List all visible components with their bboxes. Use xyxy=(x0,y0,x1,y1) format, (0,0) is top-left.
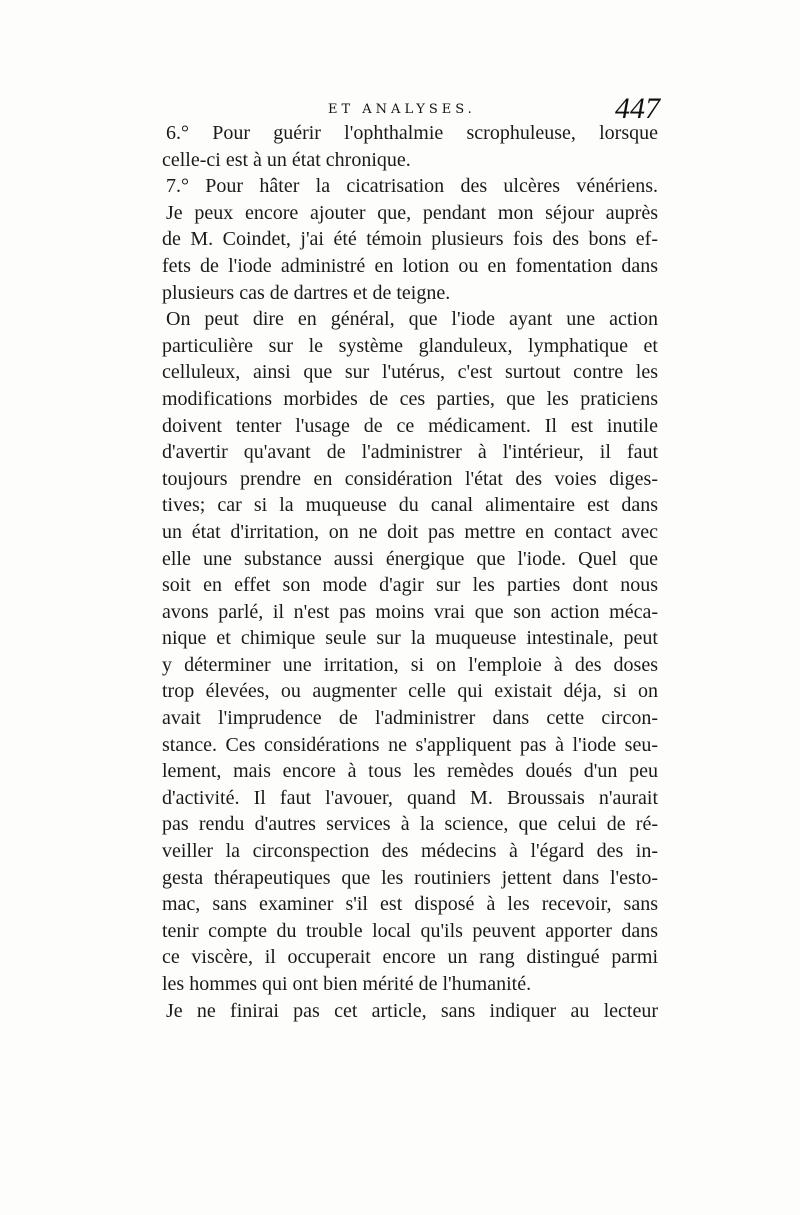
text-line: stance. Ces considérations ne s'appliquent pas à l'iode seu- xyxy=(162,733,658,756)
text-line: toujours prendre en considération l'état des voies diges- xyxy=(162,467,658,490)
text-line: plusieurs cas de dartres et de teigne. xyxy=(162,281,451,304)
text-line: mac, sans examiner s'il est disposé à les recevoir, sans xyxy=(162,893,658,916)
text-line: veiller la circonspection des médecins à l'égard des in- xyxy=(162,840,658,863)
running-head: ET ANALYSES. xyxy=(328,102,476,117)
text-line: un état d'irritation, on ne doit pas mettre en contact avec xyxy=(162,520,658,543)
text-line: les hommes qui ont bien mérité de l'humanité. xyxy=(162,973,532,995)
text-line: avait l'imprudence de l'administrer dans cette circon- xyxy=(162,707,658,730)
text-line: trop élevées, ou augmenter celle qui existait déja, si on xyxy=(162,680,658,703)
text-line: doivent tenter l'usage de ce médicament. Il est inutile xyxy=(162,414,658,437)
text-line: Je ne finirai pas cet article, sans indiquer au lecteur xyxy=(166,999,658,1022)
text-line: lement, mais encore à tous les remèdes doués d'un peu xyxy=(162,760,658,783)
text-line: 7.° Pour hâter la cicatrisation des ulcères vénériens. xyxy=(166,175,658,198)
text-line: nique et chimique seule sur la muqueuse intestinale, peut xyxy=(162,627,658,650)
text-line: soit en effet son mode d'agir sur les parties dont nous xyxy=(162,574,658,597)
text-line: celluleux, ainsi que sur l'utérus, c'est surtout contre les xyxy=(162,361,658,384)
text-line: fets de l'iode administré en lotion ou en fomentation dans xyxy=(162,254,658,277)
text-line: pas rendu d'autres services à la science, que celui de ré- xyxy=(162,813,658,836)
text-line: ce viscère, il occuperait encore un rang distingué parmi xyxy=(162,946,658,969)
text-line: tives; car si la muqueuse du canal alimentaire est dans xyxy=(162,494,658,517)
text-line: elle une substance aussi énergique que l'iode. Quel que xyxy=(162,547,658,570)
text-line: gesta thérapeutiques que les routiniers jettent dans l'esto- xyxy=(162,866,658,889)
text-line: tenir compte du trouble local qu'ils peuvent apporter dans xyxy=(162,919,658,942)
text-line: de M. Coindet, j'ai été témoin plusieurs fois des bons ef- xyxy=(162,228,658,251)
text-line: 6.° Pour guérir l'ophthalmie scrophuleuse, lorsque xyxy=(166,122,658,144)
page-number: 447 xyxy=(615,92,660,125)
text-line: Je peux encore ajouter que, pendant mon séjour auprès xyxy=(166,201,658,224)
text-line: celle-ci est à un état chronique. xyxy=(162,148,411,171)
text-line: d'avertir qu'avant de l'administrer à l'intérieur, il faut xyxy=(162,441,658,464)
text-line: d'activité. Il faut l'avouer, quand M. Broussais n'aurait xyxy=(162,786,658,809)
text-line: avons parlé, il n'est pas moins vrai que son action méca- xyxy=(162,600,658,623)
text-line: y déterminer une irritation, si on l'emploie à des doses xyxy=(162,653,658,676)
text-line: particulière sur le système glanduleux, lymphatique et xyxy=(162,334,658,357)
body-text xyxy=(162,120,658,1024)
text-line: modifications morbides de ces parties, que les praticiens xyxy=(162,387,658,410)
text-line: On peut dire en général, que l'iode ayant une action xyxy=(166,308,658,331)
